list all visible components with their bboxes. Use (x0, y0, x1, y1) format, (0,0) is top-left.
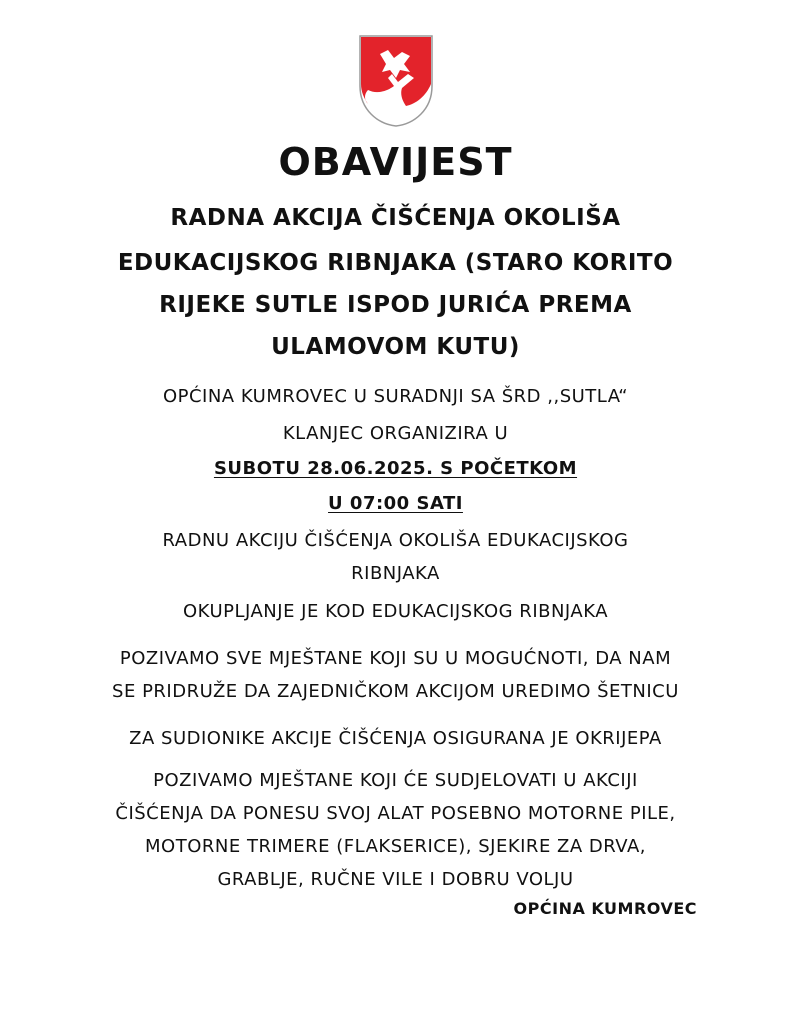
action-line: RADNU AKCIJU ČIŠĆENJA OKOLIŠA EDUKACIJSKOG (162, 530, 629, 551)
intro-line: KLANJEC ORGANIZIRA U (282, 423, 509, 444)
event-time-line: U 07:00 SATI (328, 493, 463, 514)
tools-line: ČIŠĆENJA DA PONESU SVOJ ALAT POSEBNO MOTORNE PILE, (115, 803, 676, 824)
signature: OPĆINA KUMROVEC (513, 899, 697, 918)
subtitle-line: RIJEKE SUTLE ISPOD JURIĆA PREMA (159, 292, 632, 318)
invite-line: SE PRIDRUŽE DA ZAJEDNIČKOM AKCIJOM UREDIMO ŠETNICU (112, 681, 679, 702)
action-line: RIBNJAKA (351, 563, 440, 584)
tools-line: GRABLJE, RUČNE VILE I DOBRU VOLJU (217, 869, 574, 890)
event-date-line: SUBOTU 28.06.2025. S POČETKOM (213, 458, 578, 479)
page-title: OBAVIJEST (278, 140, 513, 184)
tools-line: POZIVAMO MJEŠTANE KOJI ĆE SUDJELOVATI U AKCIJI (153, 770, 638, 791)
subtitle-line: ULAMOVOM KUTU) (271, 334, 520, 360)
refreshment-text: ZA SUDIONIKE AKCIJE ČIŠĆENJA OSIGURANA JE OKRIJEPA (129, 728, 662, 749)
meeting-point-text: OKUPLJANJE JE KOD EDUKACIJSKOG RIBNJAKA (182, 601, 609, 622)
coat-of-arms-icon (358, 34, 434, 128)
subtitle-line: EDUKACIJSKOG RIBNJAKA (STARO KORITO (117, 250, 674, 276)
tools-line: MOTORNE TRIMERE (FLAKSERICE), SJEKIRE ZA DRVA, (145, 836, 646, 857)
subtitle-line: RADNA AKCIJA ČIŠĆENJA OKOLIŠA (170, 205, 621, 231)
intro-line: OPĆINA KUMROVEC U SURADNJI SA ŠRD ,,SUTLA“ (162, 386, 629, 407)
invite-line: POZIVAMO SVE MJEŠTANE KOJI SU U MOGUĆNOTI, DA NAM (119, 648, 672, 669)
